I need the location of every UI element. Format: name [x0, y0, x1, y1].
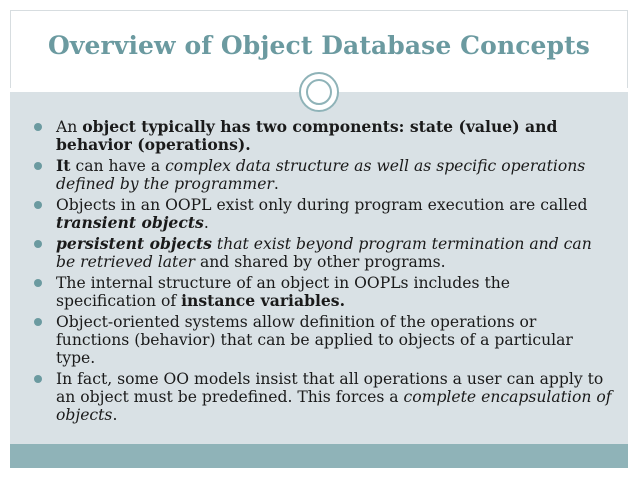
bullet-item [10, 274, 628, 310]
bullet-dot-icon [34, 375, 42, 383]
bullet-dot-icon [34, 279, 42, 287]
bullet-item [10, 370, 628, 424]
bullet-text: can have a [70, 157, 166, 175]
circle-ornament-icon [299, 72, 339, 112]
bullet-text: . [273, 175, 279, 193]
bullet-list [10, 118, 628, 427]
bullet-text: complex data structure as well as specific operations defined by the programmer [56, 157, 586, 193]
content-panel [10, 92, 628, 444]
bullet-text: transient objects [56, 213, 204, 232]
bullet-item [10, 118, 628, 154]
bullet-text: that exist beyond program termination and can be retrieved later [56, 235, 592, 271]
bullet-text: It [56, 156, 71, 175]
bullet-text: complete encapsulation of objects [56, 388, 612, 424]
bullet-item [10, 196, 628, 232]
bullet-text: and shared by other programs. [195, 253, 446, 271]
bullet-dot-icon [34, 123, 42, 131]
bullet-dot-icon [34, 240, 42, 248]
slide [10, 10, 628, 468]
bullet-text: An [56, 118, 83, 136]
bullet-text: In fact, some OO models insist that all operations a user can apply to an object must be predefined. This forces a [56, 370, 604, 406]
circle-ornament-inner [306, 79, 332, 105]
bullet-text: . [203, 214, 209, 232]
bullet-dot-icon [34, 318, 42, 326]
footer-bar [10, 444, 628, 468]
bullet-item [10, 313, 628, 367]
bullet-text: instance variables. [181, 291, 346, 310]
bullet-item [10, 235, 628, 271]
bullet-text: Object-oriented systems allow definition of the operations or functions (behavior) that can be applied to objects of a particular type. [56, 313, 573, 367]
bullet-text: The internal structure of an object in OOPLs includes the specification of [56, 274, 511, 310]
bullet-text: object typically has two components: state (value) and behavior (operations). [56, 117, 558, 154]
bullet-dot-icon [34, 201, 42, 209]
slide-title: Overview of Object Database Concepts [48, 31, 590, 60]
bullet-text: Objects in an OOPL exist only during program execution are called [56, 196, 588, 214]
bullet-text: persistent objects [56, 234, 212, 253]
bullet-item [10, 157, 628, 193]
bullet-dot-icon [34, 162, 42, 170]
bullet-text: . [112, 406, 118, 424]
